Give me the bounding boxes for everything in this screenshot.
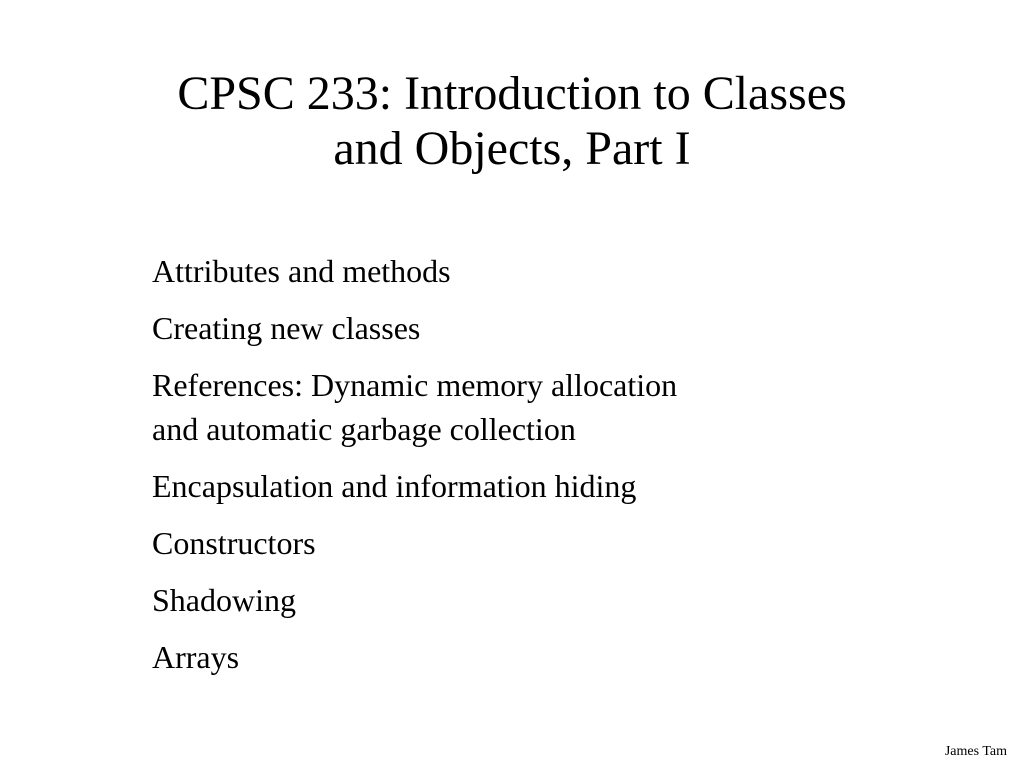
topic-list bbox=[152, 249, 872, 692]
topic-line: Attributes and methods bbox=[152, 253, 451, 289]
author-footer: James Tam bbox=[944, 744, 1007, 759]
slide-title-line-2: and Objects, Part I bbox=[333, 122, 691, 175]
topic-line: Encapsulation and information hiding bbox=[152, 468, 637, 504]
slide-title-line-1: CPSC 233: Introduction to Classes bbox=[177, 67, 847, 120]
topic-item-references bbox=[152, 363, 872, 451]
topic-item-shadowing bbox=[152, 578, 872, 622]
topic-item-creating-new-classes bbox=[152, 306, 872, 350]
topic-line: Shadowing bbox=[152, 582, 296, 618]
topic-line: Constructors bbox=[152, 525, 316, 561]
topic-item-attributes-and-methods bbox=[152, 249, 872, 293]
topic-item-encapsulation bbox=[152, 464, 872, 508]
topic-line: Arrays bbox=[152, 639, 240, 675]
topic-line: References: Dynamic memory allocation bbox=[152, 367, 678, 403]
topic-line: Creating new classes bbox=[152, 310, 421, 346]
topic-item-arrays bbox=[152, 635, 872, 679]
topic-line: and automatic garbage collection bbox=[152, 411, 576, 447]
slide-title bbox=[60, 66, 964, 176]
topic-item-constructors bbox=[152, 521, 872, 565]
